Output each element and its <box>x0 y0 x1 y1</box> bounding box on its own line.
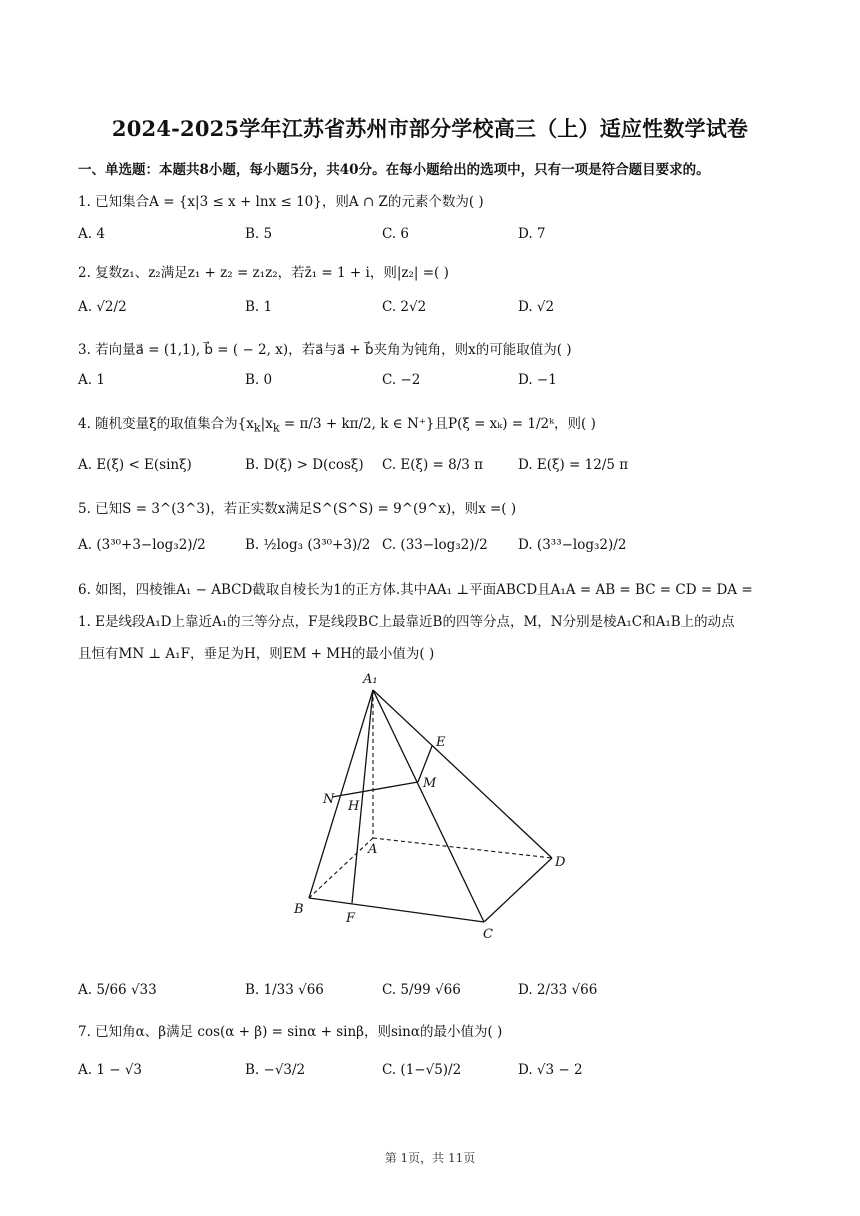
q3-option-a: A. 1 <box>78 372 105 388</box>
q5-option-c: C. (33−log₃2)/2 <box>382 537 488 553</box>
q5-option-d: D. (3³³−log₃2)/2 <box>518 537 627 553</box>
label-d: D <box>555 855 566 870</box>
page-title: 2024-2025学年江苏省苏州市部分学校高三（上）适应性数学试卷 <box>111 116 749 141</box>
label-c: C <box>483 927 493 942</box>
edge-a1-d <box>373 690 552 858</box>
q1-option-d: D. 7 <box>518 226 546 242</box>
q4-option-d: D. E(ξ) = 12/5 π <box>518 457 629 473</box>
q2-option-c: C. 2√2 <box>382 299 427 315</box>
q3-option-d: D. −1 <box>518 372 557 388</box>
q7-option-a: A. 1 − √3 <box>78 1062 143 1078</box>
label-f: F <box>346 911 356 926</box>
q7-option-d: D. √3 − 2 <box>518 1062 583 1078</box>
q5-option-b: B. ½log₃ (3³⁰+3)/2 <box>245 537 371 553</box>
edge-a-d-hidden <box>373 838 552 858</box>
edge-c-d <box>484 858 552 922</box>
edge-b-c <box>309 898 484 922</box>
page-footer: 第 1页，共 11页 <box>384 1151 476 1165</box>
q2-option-d: D. √2 <box>518 299 555 315</box>
question-6-line-2: 1. E是线段A₁D上靠近A₁的三等分点，F是线段BC上最靠近B的四等分点，M，N分别是棱A₁C和A₁B上的动点 <box>78 614 735 630</box>
q6-option-b: B. 1/33 √66 <box>245 982 324 998</box>
q2-option-a: A. √2/2 <box>78 299 127 315</box>
q4-option-b: B. D(ξ) > D(cosξ) <box>245 457 364 473</box>
label-m: M <box>423 776 437 791</box>
label-b: B <box>294 902 304 917</box>
question-6-line-3: 且恒有MN ⊥ A₁F，垂足为H，则EM + MH的最小值为( ) <box>78 646 435 662</box>
question-6-line-1: 6. 如图，四棱锥A₁ − ABCD截取自棱长为1的正方体.其中AA₁ ⊥平面ABCD且A₁A = AB = BC = CD = DA = <box>78 582 753 598</box>
q2-option-b: B. 1 <box>245 299 273 315</box>
label-a1: A₁ <box>363 672 378 687</box>
q4-option-c: C. E(ξ) = 8/3 π <box>382 457 484 473</box>
question-1-stem: 1. 已知集合A = {x|3 ≤ x + lnx ≤ 10}，则A ∩ Z的元素个数为( ) <box>78 194 484 210</box>
question-5-stem: 5. 已知S = 3^(3^3)，若正实数x满足S^(S^S) = 9^(9^x)，则x =( ) <box>78 501 517 517</box>
section-heading: 一、单选题：本题共8小题，每小题5分，共40分。在每小题给出的选项中，只有一项是符合题目要求的。 <box>78 162 710 178</box>
q7-option-c: C. (1−√5)/2 <box>382 1062 462 1078</box>
label-a: A <box>368 842 378 857</box>
q6-option-d: D. 2/33 √66 <box>518 982 598 998</box>
q1-option-b: B. 5 <box>245 226 273 242</box>
edge-a1-b <box>309 690 373 898</box>
q4-option-a: A. E(ξ) < E(sinξ) <box>78 457 192 473</box>
pyramid-figure <box>280 662 580 947</box>
q1-option-a: A. 4 <box>78 226 105 242</box>
q5-option-a: A. (3³⁰+3−log₃2)/2 <box>78 537 206 553</box>
label-n: N <box>323 792 335 807</box>
question-3-stem: 3. 若向量a⃗ = (1,1), b⃗ = ( − 2, x)，若a⃗与a⃗ + b⃗夹角为钝角，则x的可能取值为( ) <box>78 342 572 358</box>
q6-option-a: A. 5/66 √33 <box>78 982 157 998</box>
q3-option-c: C. −2 <box>382 372 421 388</box>
label-h: H <box>348 799 360 814</box>
question-4-stem: 4. 随机变量ξ的取值集合为{$x_k|x_k = \pi/3 + k\pi/2$, k ∈ N⁺}且P(ξ = xₖ) = 1/2ᵏ，则( ) <box>78 416 596 435</box>
edge-a1-c <box>373 690 484 922</box>
q7-option-b: B. −√3/2 <box>245 1062 306 1078</box>
q1-option-c: C. 6 <box>382 226 410 242</box>
label-e: E <box>436 735 446 750</box>
segment-n-m <box>332 782 418 797</box>
question-2-stem: 2. 复数z₁、z₂满足z₁ + z₂ = z₁z₂，若z̄₁ = 1 + i，则|z₂| =( ) <box>78 265 449 281</box>
question-7-stem: 7. 已知角α、β满足 cos(α + β) = sinα + sinβ，则sinα的最小值为( ) <box>78 1024 503 1040</box>
q3-option-b: B. 0 <box>245 372 273 388</box>
q6-option-c: C. 5/99 √66 <box>382 982 461 998</box>
